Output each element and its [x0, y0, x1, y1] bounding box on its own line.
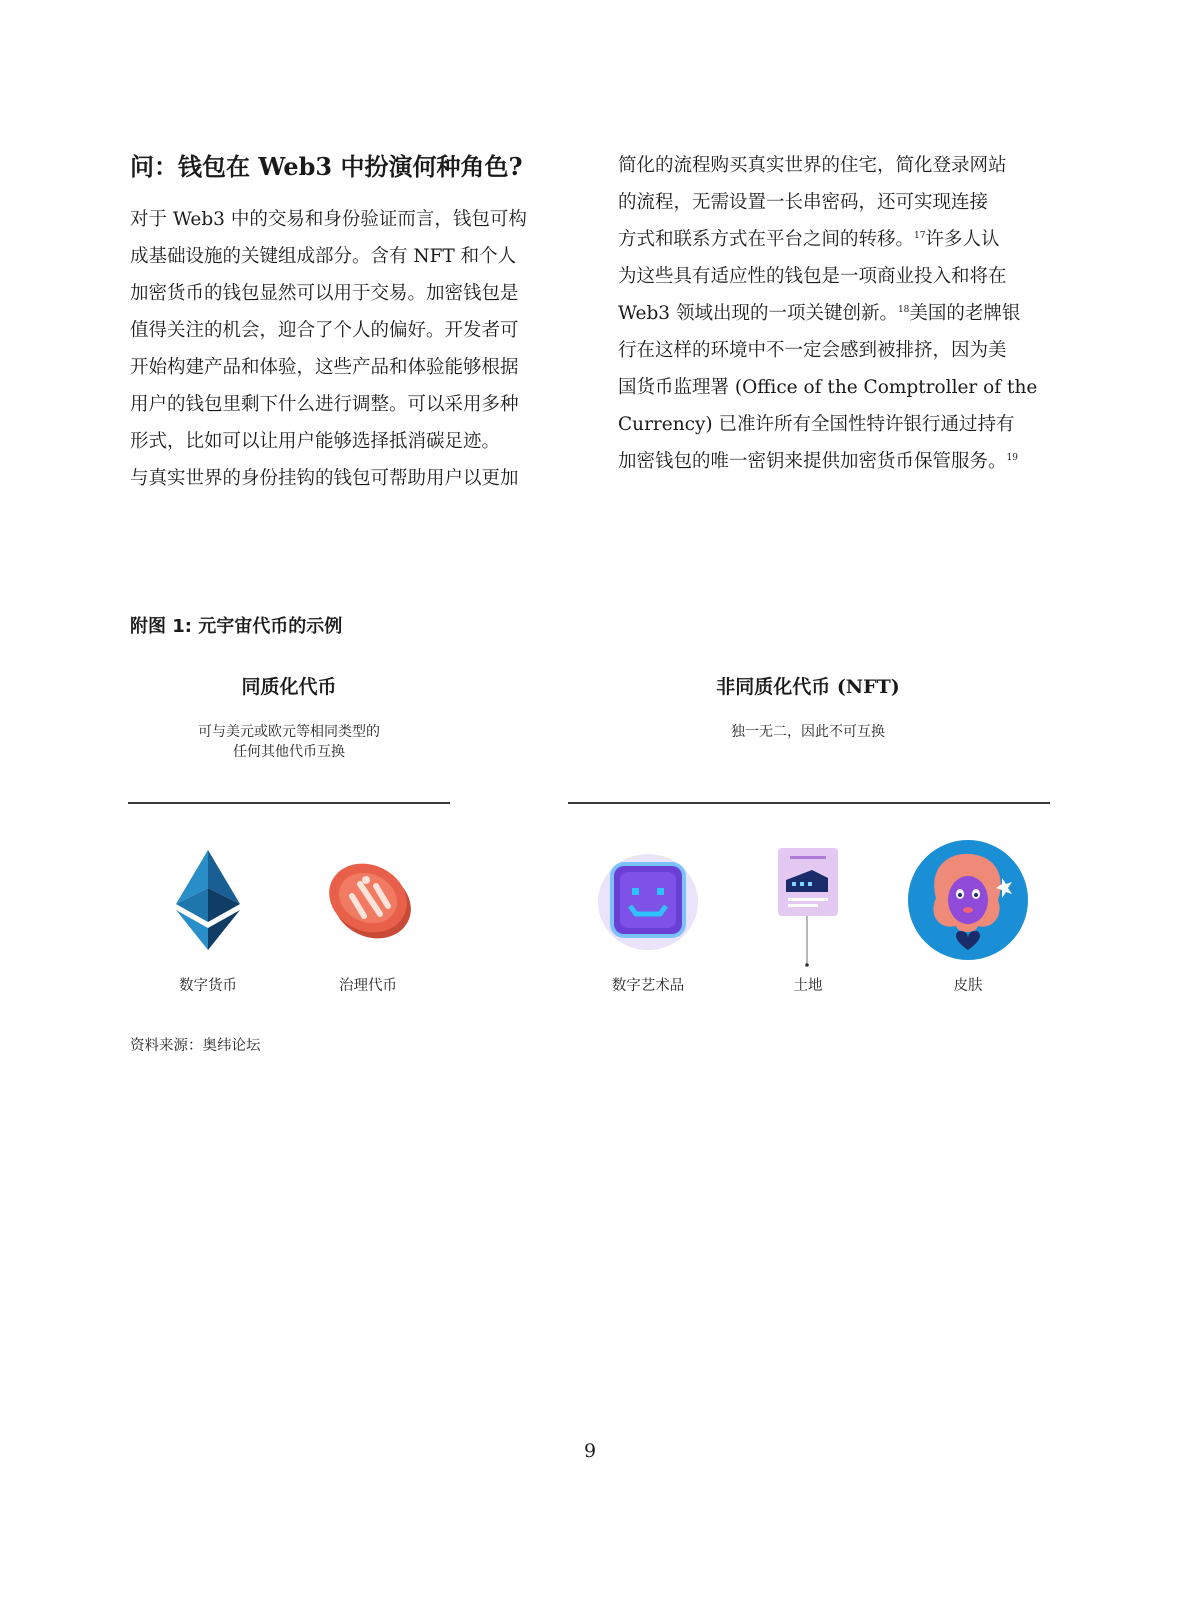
- text-line: [618, 443, 1058, 480]
- token-label-land: 土地: [793, 978, 823, 994]
- text-line: 国货币监理署 (Office of the Comptroller of the: [618, 377, 1038, 398]
- nft-description: 独一无二，因此不可互换: [731, 724, 885, 740]
- text-line: Currency) 已准许所有全国性特许银行通过持有: [618, 414, 1015, 435]
- text-line: [618, 221, 1058, 258]
- fungible-divider: [128, 802, 450, 804]
- text-line: 为这些具有适应性的钱包是一项商业投入和将在: [618, 266, 1007, 287]
- section-heading: 问：钱包在 Web3 中扮演何种角色?: [130, 152, 523, 181]
- text-line: 值得关注的机会，迎合了个人的偏好。开发者可: [130, 320, 519, 341]
- text-line: 加密货币的钱包显然可以用于交易。加密钱包是: [130, 283, 519, 304]
- footnote-ref-18[interactable]: 18: [897, 304, 910, 315]
- desc-line: 可与美元或欧元等相同类型的: [198, 724, 380, 740]
- figure-title: 附图 1: 元宇宙代币的示例: [130, 616, 343, 637]
- token-label-digital-art: 数字艺术品: [611, 978, 685, 994]
- desc-line: 任何其他代币互换: [233, 744, 345, 760]
- text-line: 成基础设施的关键组成部分。含有 NFT 和个人: [130, 246, 517, 267]
- page-number: 9: [583, 1440, 597, 1462]
- left-text-column: [130, 201, 560, 497]
- footnote-ref-19[interactable]: 19: [1006, 452, 1018, 463]
- digital-art-icon: [596, 852, 700, 952]
- text-segment: Web3 领域出现的一项关键创新。: [618, 303, 898, 324]
- text-line: 开始构建产品和体验，这些产品和体验能够根据: [130, 357, 519, 378]
- figure-source: 资料来源：奥纬论坛: [130, 1038, 261, 1054]
- token-label-governance: 治理代币: [339, 978, 397, 994]
- text-line: 对于 Web3 中的交易和身份验证而言，钱包可构: [130, 209, 527, 230]
- text-line: 与真实世界的身份挂钩的钱包可帮助用户以更加: [130, 468, 519, 489]
- skin-avatar-icon: [906, 838, 1030, 962]
- text-segment: 方式和联系方式在平台之间的转移。: [618, 229, 915, 250]
- token-label-digital-currency: 数字货币: [179, 978, 237, 994]
- text-segment: 加密钱包的唯一密钥来提供加密货币保管服务。: [618, 451, 1007, 472]
- governance-token-icon: [322, 856, 418, 944]
- text-segment: 许多人认: [925, 229, 1000, 250]
- fungible-title: 同质化代币: [241, 676, 337, 698]
- text-line: 行在这样的环境中不一定会感到被排挤，因为美: [618, 340, 1007, 361]
- right-text-column: [618, 147, 1058, 480]
- text-segment: 美国的老牌银: [909, 303, 1021, 324]
- text-line: 形式，比如可以让用户能够选择抵消碳足迹。: [130, 431, 501, 452]
- nft-title: 非同质化代币 (NFT): [716, 676, 900, 698]
- text-line: 的流程，无需设置一长串密码，还可实现连接: [618, 192, 989, 213]
- token-label-skin: 皮肤: [953, 978, 983, 994]
- nft-divider: [568, 802, 1050, 804]
- fungible-description: [130, 722, 448, 762]
- land-icon: [776, 846, 842, 968]
- ethereum-icon: [168, 848, 248, 952]
- footnote-ref-17[interactable]: 17: [914, 230, 926, 241]
- text-line: 用户的钱包里剩下什么进行调整。可以采用多种: [130, 394, 519, 415]
- text-line: [618, 295, 1058, 332]
- text-line: 简化的流程购买真实世界的住宅，简化登录网站: [618, 155, 1007, 176]
